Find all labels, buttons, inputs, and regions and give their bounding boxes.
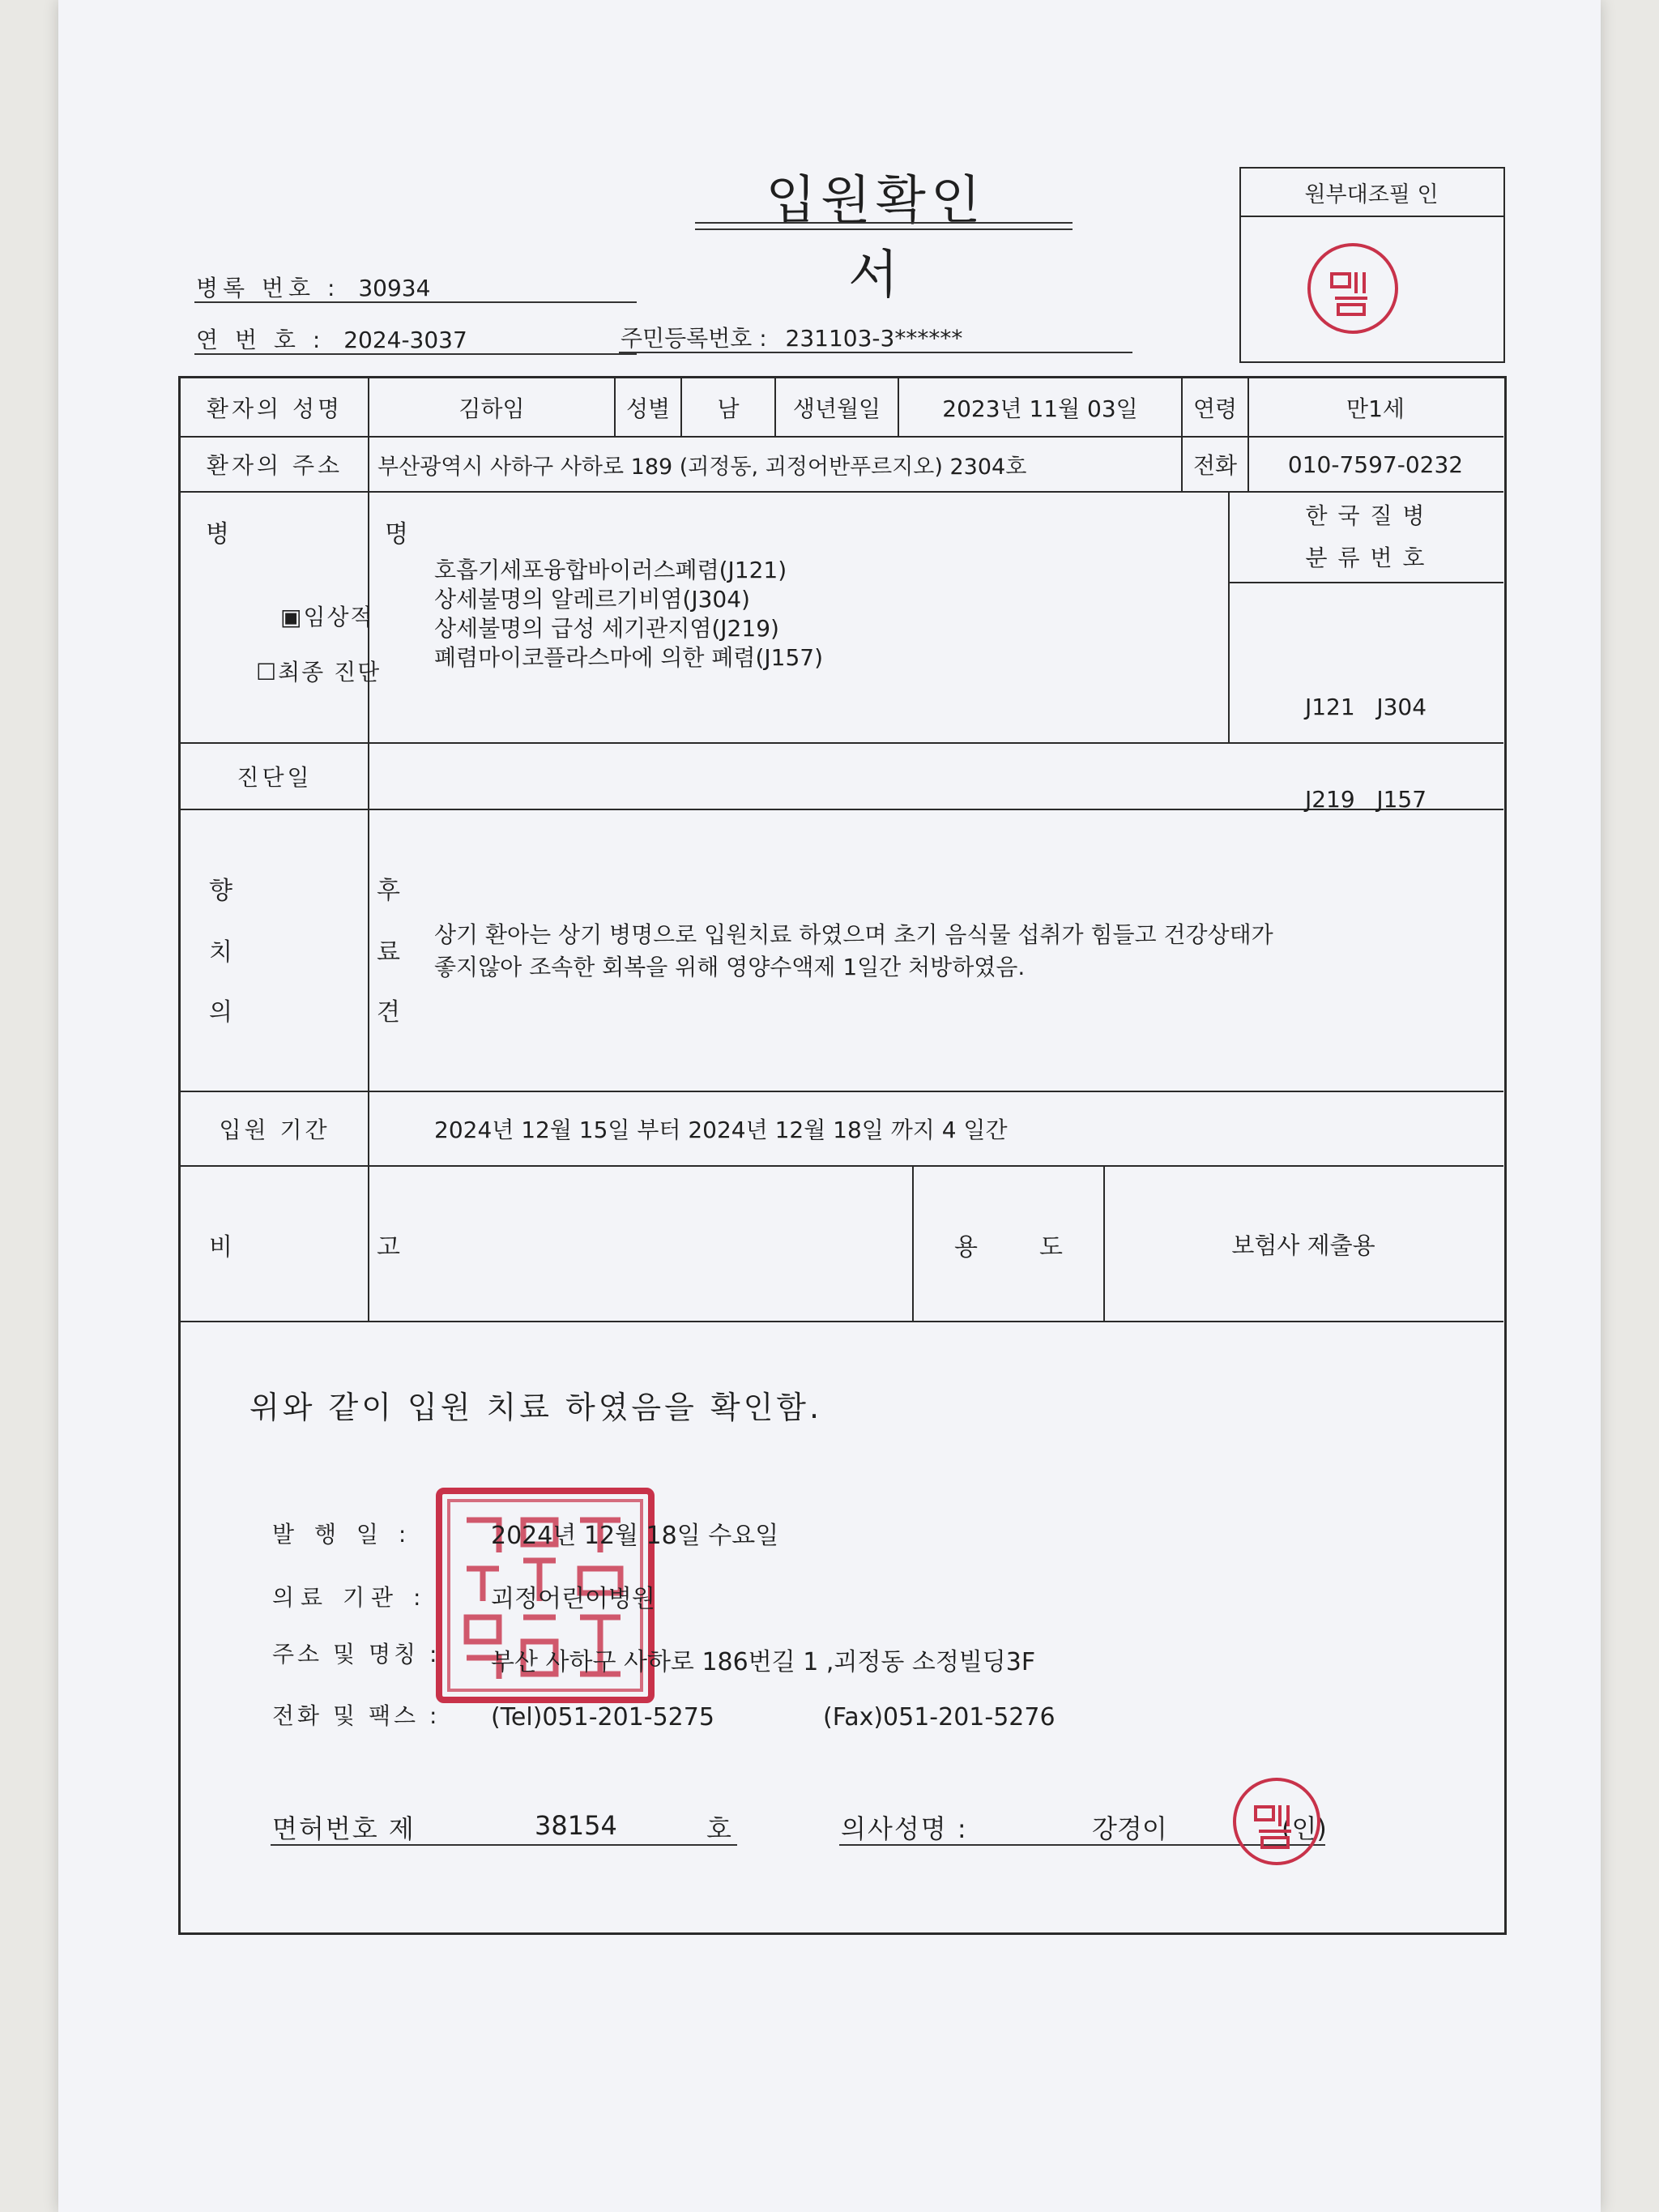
doctor-name-label: 의사성명 : bbox=[841, 1813, 968, 1844]
kcd-header-1: 한 국 질 병 bbox=[1305, 502, 1427, 529]
remarks-value bbox=[377, 1167, 904, 1321]
license-number: 38154 bbox=[535, 1810, 617, 1841]
copy-verification-seal bbox=[1304, 240, 1401, 337]
confirmation-statement: 위와 같이 입원 치료 하였음을 확인함. bbox=[249, 1390, 823, 1425]
birth-date: 2023년 11월 03일 bbox=[942, 395, 1138, 422]
title-underline bbox=[695, 222, 1073, 224]
purpose-value: 보험사 제출용 bbox=[1231, 1231, 1375, 1259]
opinion-label-1: 향 bbox=[209, 877, 232, 905]
record-number-label: 병록 번호 : bbox=[196, 275, 340, 301]
diagnosis-date-label: 진단일 bbox=[237, 764, 313, 791]
patient-address: 부산광역시 사하구 사하로 189 (괴정동, 괴정어반푸르지오) 2304호 bbox=[377, 454, 1027, 480]
diagnosis-date bbox=[377, 744, 1495, 809]
institution-name: 괴정어린이병원 bbox=[491, 1585, 655, 1613]
age: 만1세 bbox=[1346, 395, 1405, 422]
use-label-b: 도 bbox=[1039, 1233, 1063, 1262]
issue-date-label: 발 행 일 : bbox=[272, 1521, 413, 1548]
document-title: 입원확인서 bbox=[766, 171, 986, 305]
serial-number-label: 연 번 호 : bbox=[196, 327, 326, 353]
seal-mark: (인) bbox=[1282, 1813, 1327, 1844]
clinical-diagnosis-checkbox: ▣임상적 bbox=[280, 604, 374, 630]
opinion-label-2: 후 bbox=[377, 877, 400, 905]
diagnosis-label-a: 병 bbox=[206, 520, 229, 549]
diagnosis-label-b: 명 bbox=[385, 520, 408, 549]
remarks-label-b: 고 bbox=[377, 1233, 400, 1262]
opinion-label-3: 치 bbox=[209, 938, 232, 967]
institution-address-label: 주소 및 명칭 : bbox=[272, 1641, 441, 1668]
phone-label: 전화 bbox=[1192, 452, 1238, 479]
admission-period: 2024년 12월 15일 부터 2024년 12월 18일 까지 4 일간 bbox=[434, 1117, 1008, 1143]
record-number: 30934 bbox=[358, 275, 431, 301]
sex: 남 bbox=[717, 395, 740, 422]
institution-label: 의료 기관 : bbox=[272, 1584, 428, 1611]
diagnosis-list bbox=[434, 556, 823, 673]
sex-label: 성별 bbox=[625, 395, 671, 422]
diagnosis-item: 호흡기세포융합바이러스폐렴(J121) bbox=[434, 557, 787, 583]
diagnosis-item: 폐렴마이코플라스마에 의한 폐렴(J157) bbox=[434, 644, 824, 671]
doctor-seal bbox=[1230, 1774, 1324, 1868]
diagnosis-item: 상세불명의 알레르기비염(J304) bbox=[434, 586, 750, 613]
opinion-label-6: 견 bbox=[377, 998, 400, 1027]
diagnosis-item: 상세불명의 급성 세기관지염(J219) bbox=[434, 615, 779, 642]
opinion-label-4: 료 bbox=[377, 938, 400, 967]
resident-number-label: 주민등록번호 : bbox=[621, 325, 767, 352]
institution-fax: (Fax)051-201-5276 bbox=[823, 1703, 1056, 1732]
document-page bbox=[58, 0, 1601, 2212]
admission-period-label: 입원 기간 bbox=[219, 1117, 331, 1143]
patient-phone: 010-7597-0232 bbox=[1287, 451, 1464, 478]
opinion-label-5: 의 bbox=[209, 998, 232, 1027]
kcd-codes-line-1: J121 J304 bbox=[1304, 694, 1427, 720]
patient-address-label: 환자의 주소 bbox=[206, 452, 343, 479]
final-diagnosis-checkbox: ☐최종 진단 bbox=[256, 659, 382, 685]
license-suffix: 호 bbox=[706, 1813, 731, 1844]
contact-label: 전화 및 팩스 : bbox=[272, 1702, 441, 1729]
serial-number: 2024-3037 bbox=[343, 327, 467, 353]
issue-date: 2024년 12월 18일 수요일 bbox=[491, 1522, 779, 1550]
institution-tel: (Tel)051-201-5275 bbox=[491, 1703, 714, 1732]
patient-name: 김하임 bbox=[458, 395, 525, 422]
doctor-name: 강경이 bbox=[1092, 1813, 1167, 1844]
birth-label: 생년월일 bbox=[792, 395, 881, 422]
age-label: 연령 bbox=[1192, 395, 1238, 422]
kcd-header-2: 분 류 번 호 bbox=[1305, 544, 1427, 571]
use-label-a: 용 bbox=[954, 1233, 978, 1262]
resident-number: 231103-3****** bbox=[785, 325, 963, 352]
patient-name-label: 환자의 성명 bbox=[206, 395, 343, 422]
institution-address: 부산 사하구 사하로 186번길 1 ,괴정동 소정빌딩3F bbox=[491, 1648, 1036, 1676]
title-underline-2 bbox=[695, 228, 1073, 230]
license-label: 면허번호 제 bbox=[272, 1813, 416, 1844]
kcd-codes-line-2: J219 J157 bbox=[1304, 786, 1427, 813]
copy-verification-label: 원부대조필 인 bbox=[1304, 181, 1439, 207]
remarks-label-a: 비 bbox=[209, 1233, 232, 1262]
opinion-text: 상기 환아는 상기 병명으로 입원치료 하였으며 초기 음식물 섭취가 힘들고 건강상태가 좋지않아 조속한 회복을 위해 영양수액제 1일간 처방하였음. bbox=[434, 921, 1273, 980]
